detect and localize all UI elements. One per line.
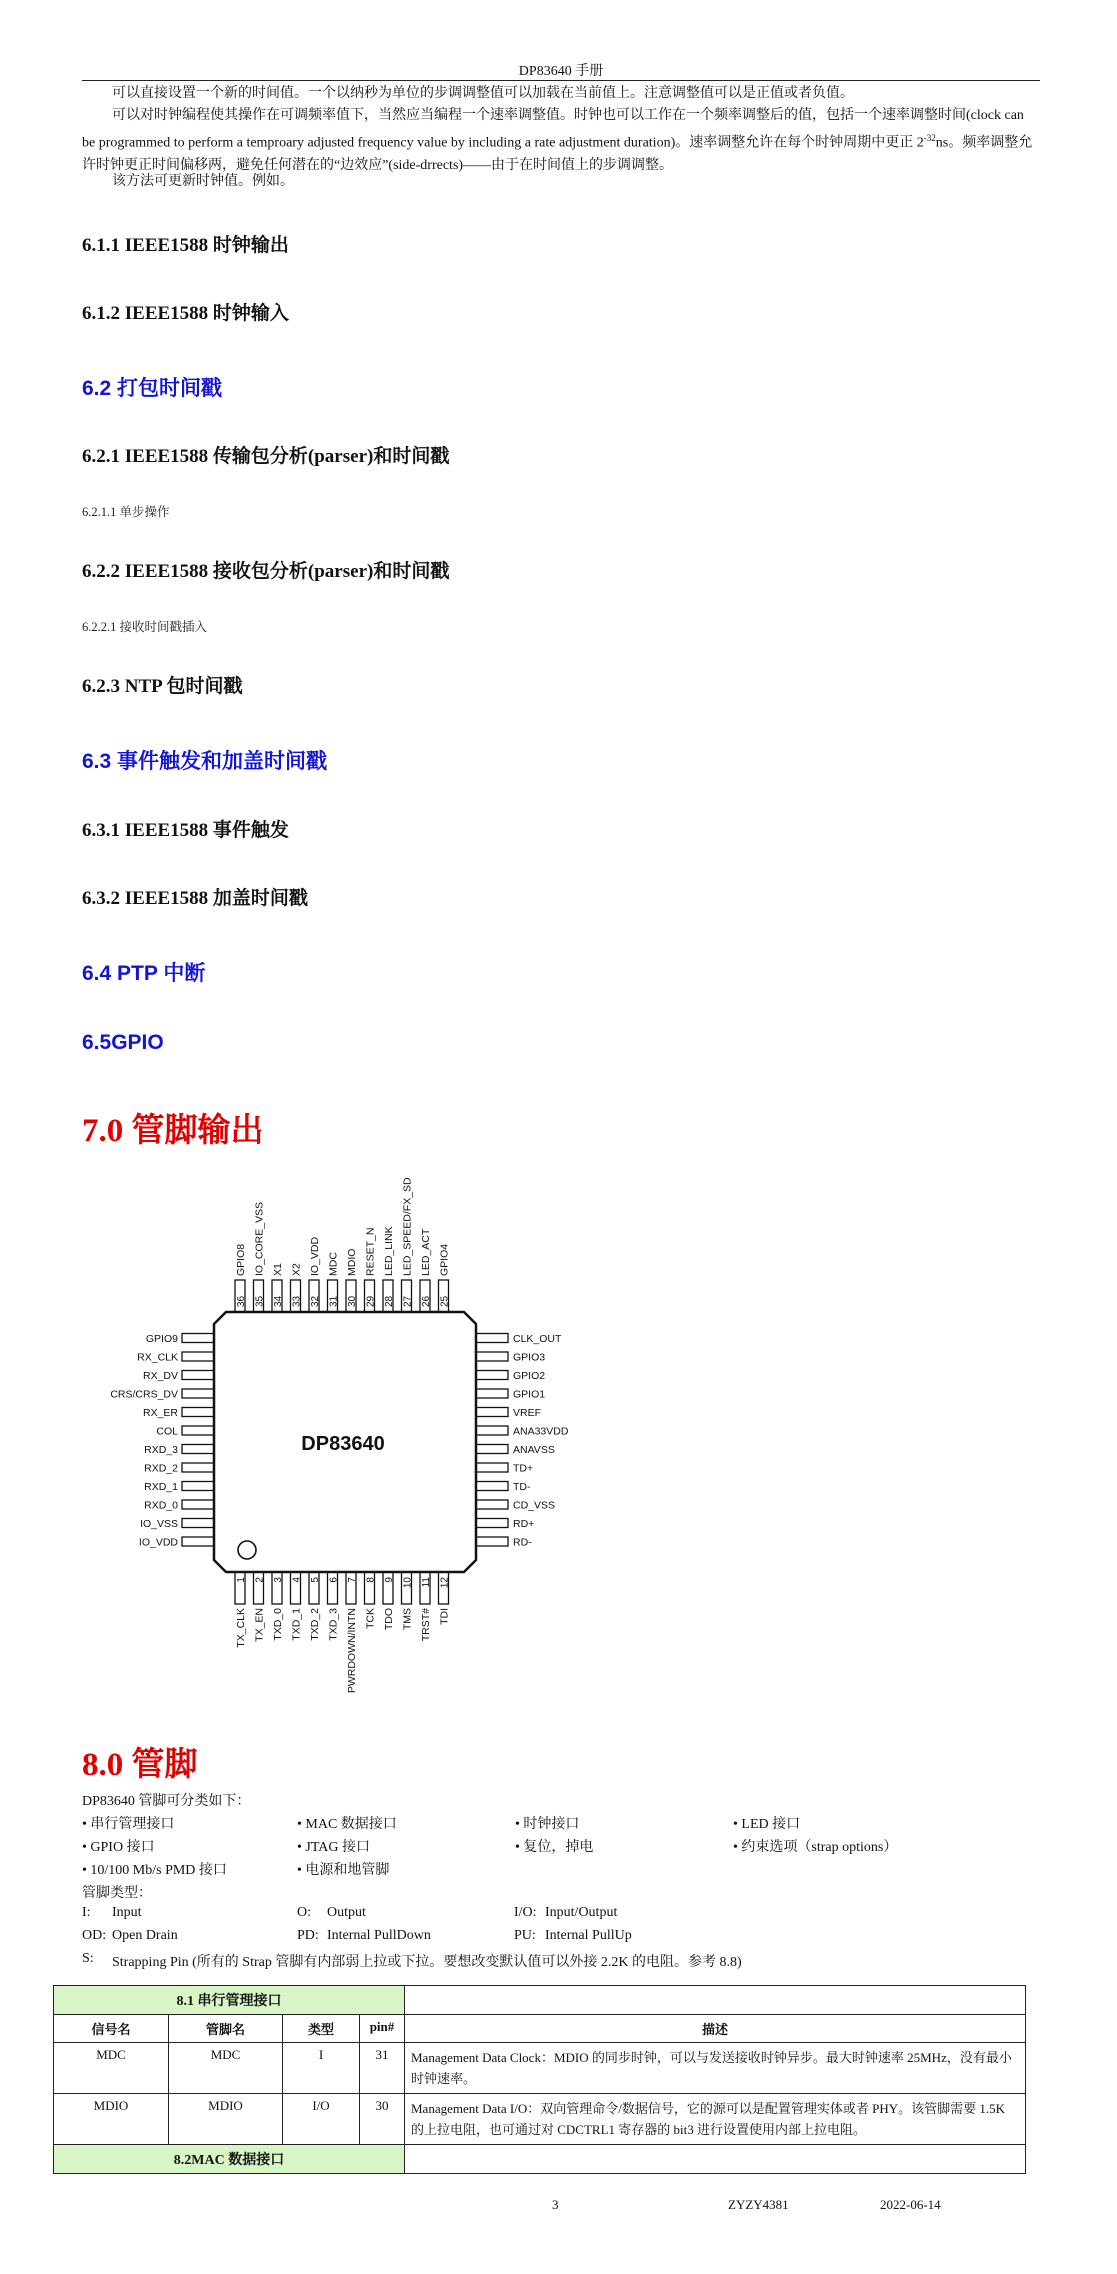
pin-23 bbox=[476, 1352, 508, 1361]
category-jtag: • JTAG 接口 bbox=[297, 1840, 371, 1855]
heading-6-4: 6.4 PTP 中断 bbox=[82, 962, 206, 985]
pin-number-9: 9 bbox=[384, 1577, 395, 1583]
pin-label-33: X2 bbox=[290, 1263, 303, 1276]
footer-date: 2022-06-14 bbox=[880, 2197, 941, 2212]
category-clock: • 时钟接口 bbox=[515, 1817, 580, 1832]
pin-42 bbox=[182, 1426, 214, 1435]
type-name-io: Input/Output bbox=[545, 1905, 618, 1920]
pin-41 bbox=[182, 1408, 214, 1417]
pinout-svg bbox=[90, 1160, 630, 1720]
pin-20 bbox=[476, 1408, 508, 1417]
type-code-od: OD: bbox=[82, 1928, 107, 1943]
pin-label-44: RXD_2 bbox=[144, 1462, 178, 1475]
pin-number-32: 32 bbox=[310, 1295, 321, 1307]
pin-label-39: RX_DV bbox=[142, 1370, 178, 1382]
pin-label-31: MDC bbox=[327, 1252, 340, 1276]
pin-48 bbox=[182, 1537, 214, 1546]
pin-label-40: CRS/CRS_DV bbox=[110, 1388, 178, 1401]
type-text-strap: Strapping Pin (所有的 Strap 管脚有内部弱上拉或下拉。要想改变默认值可以外接 2.2K 的电阻。参考 8.8) bbox=[112, 1955, 742, 1970]
pin-label-35: IO_CORE_VSS bbox=[253, 1201, 266, 1276]
pin-9 bbox=[383, 1572, 393, 1604]
pin-number-31: 31 bbox=[328, 1295, 340, 1307]
pin-label-6: TXD_3 bbox=[327, 1608, 340, 1641]
pin-38 bbox=[182, 1352, 214, 1361]
pin-8 bbox=[365, 1572, 375, 1604]
pin-label-28: LED_LINK bbox=[383, 1226, 395, 1276]
col-header-pin-number: pin# bbox=[360, 2015, 405, 2043]
type-code-output: O: bbox=[297, 1905, 311, 1920]
pin-label-42: COL bbox=[156, 1425, 178, 1438]
col-header-signal: 信号名 bbox=[54, 2015, 169, 2043]
pin-19 bbox=[476, 1426, 508, 1435]
pin-number-28: 28 bbox=[384, 1295, 395, 1307]
pin-label-5: TXD_2 bbox=[309, 1608, 321, 1641]
type-name-pu: Internal PullUp bbox=[545, 1928, 632, 1943]
type-name-input: Input bbox=[112, 1905, 142, 1920]
table-section-row bbox=[54, 2145, 1026, 2174]
pin-label-14: RD+ bbox=[513, 1518, 535, 1530]
pin-label-10: TMS bbox=[401, 1608, 414, 1631]
pin-39 bbox=[182, 1371, 214, 1380]
pin-label-1: TX_CLK bbox=[235, 1608, 247, 1648]
pin-label-17: TD+ bbox=[513, 1462, 534, 1475]
heading-6-3-1: 6.3.1 IEEE1588 事件触发 bbox=[82, 820, 289, 841]
chip-name: DP83640 bbox=[301, 1433, 385, 1455]
pin-label-11: TRST# bbox=[420, 1608, 432, 1642]
col-header-pin-name: 管脚名 bbox=[169, 2015, 283, 2043]
pin-label-23: GPIO3 bbox=[513, 1351, 546, 1364]
pin-label-20: VREF bbox=[513, 1407, 542, 1419]
cell-signal: MDC bbox=[54, 2043, 169, 2094]
category-serial-mgmt: • 串行管理接口 bbox=[82, 1817, 175, 1832]
pin-number-35: 35 bbox=[254, 1295, 266, 1307]
pin-5 bbox=[309, 1572, 319, 1604]
pin-number-2: 2 bbox=[254, 1577, 266, 1583]
pin-label-22: GPIO2 bbox=[513, 1370, 546, 1382]
type-code-io: I/O: bbox=[514, 1905, 537, 1920]
cell-pin-name: MDC bbox=[169, 2043, 283, 2094]
pin-label-7: PWRDOWN/INTN bbox=[346, 1608, 358, 1694]
pin-classify-intro: DP83640 管脚可分类如下： bbox=[82, 1794, 251, 1809]
pin-label-32: IO_VDD bbox=[309, 1236, 321, 1276]
pin-16 bbox=[476, 1482, 508, 1491]
pin-15 bbox=[476, 1500, 508, 1509]
table-section-8-2: 8.2MAC 数据接口 bbox=[54, 2145, 405, 2174]
pin-7 bbox=[346, 1572, 356, 1604]
type-code-pd: PD: bbox=[297, 1928, 319, 1943]
cell-signal: MDIO bbox=[54, 2094, 169, 2145]
intro-exponent: -32 bbox=[923, 133, 936, 143]
pin-label-8: TCK bbox=[364, 1608, 377, 1629]
category-strap-options: • 约束选项（strap options） bbox=[733, 1840, 898, 1855]
pin-label-25: GPIO4 bbox=[438, 1243, 451, 1276]
heading-6-2-3: 6.2.3 NTP 包时间戳 bbox=[82, 676, 243, 697]
cell-pin-name: MDIO bbox=[169, 2094, 283, 2145]
pin-45 bbox=[182, 1482, 214, 1491]
pin-label-36: GPIO8 bbox=[235, 1243, 247, 1276]
intro-paragraph-2-a: 可以对时钟编程使其操作在可调频率值下，当然应当编程一个速率调整值。时钟也可以工作在一个频率调整后的值，包括一个速率调整时间(clock can be programmed to perform a temproary adjusted frequency value by including a rate adjustment duration)。速率调整允许在每个时钟周期中更正 2 bbox=[82, 108, 1024, 151]
table-section-8-1: 8.1 串行管理接口 bbox=[54, 1986, 405, 2015]
col-header-type: 类型 bbox=[283, 2015, 360, 2043]
pin-22 bbox=[476, 1371, 508, 1380]
pin-label-48: IO_VDD bbox=[138, 1536, 178, 1549]
pin-number-34: 34 bbox=[273, 1295, 284, 1307]
pin-label-18: ANAVSS bbox=[513, 1444, 555, 1456]
pin-label-27: LED_SPEED/FX_SD bbox=[401, 1177, 414, 1276]
heading-6-2-2: 6.2.2 IEEE1588 接收包分析(parser)和时间戳 bbox=[82, 561, 450, 582]
pin-label-4: TXD_1 bbox=[290, 1608, 303, 1641]
pin-label-38: RX_CLK bbox=[137, 1351, 178, 1364]
category-led: • LED 接口 bbox=[733, 1817, 801, 1832]
pin-number-3: 3 bbox=[273, 1577, 284, 1583]
pin-label-3: TXD_0 bbox=[272, 1608, 284, 1641]
pin-number-36: 36 bbox=[236, 1295, 247, 1307]
heading-6-1-1: 6.1.1 IEEE1588 时钟输出 bbox=[82, 235, 289, 256]
pin-label-29: RESET_N bbox=[364, 1227, 377, 1276]
pin-number-6: 6 bbox=[328, 1577, 340, 1583]
type-code-pu: PU: bbox=[514, 1928, 536, 1943]
pin-4 bbox=[291, 1572, 301, 1604]
pin-label-46: RXD_0 bbox=[144, 1499, 178, 1512]
pin-types-title: 管脚类型： bbox=[82, 1886, 152, 1901]
pin-18 bbox=[476, 1445, 508, 1454]
pin-6 bbox=[328, 1572, 338, 1604]
pin-label-21: GPIO1 bbox=[513, 1388, 546, 1401]
pin-number-1: 1 bbox=[236, 1577, 247, 1583]
heading-8-0: 8.0 管脚 bbox=[82, 1747, 198, 1783]
pin-number-11: 11 bbox=[421, 1577, 432, 1588]
type-code-strap: S: bbox=[82, 1951, 94, 1966]
category-pmd: • 10/100 Mb/s PMD 接口 bbox=[82, 1863, 227, 1878]
cell-type: I/O bbox=[283, 2094, 360, 2145]
pin-2 bbox=[254, 1572, 264, 1604]
pin-label-37: GPIO9 bbox=[145, 1333, 178, 1345]
pin-label-41: RX_ER bbox=[142, 1407, 178, 1419]
pin-number-5: 5 bbox=[310, 1577, 321, 1583]
pin-number-7: 7 bbox=[347, 1577, 358, 1583]
pin-label-13: RD- bbox=[513, 1536, 532, 1549]
pin-40 bbox=[182, 1389, 214, 1398]
heading-6-2: 6.2 打包时间戳 bbox=[82, 377, 223, 400]
pin-number-10: 10 bbox=[402, 1577, 414, 1589]
pin-label-30: MDIO bbox=[346, 1248, 358, 1276]
heading-7-0: 7.0 管脚输出 bbox=[82, 1113, 264, 1149]
pin-number-26: 26 bbox=[421, 1295, 432, 1307]
pin-label-19: ANA33VDD bbox=[513, 1425, 569, 1438]
pin-number-33: 33 bbox=[291, 1295, 303, 1307]
category-power-ground: • 电源和地管脚 bbox=[297, 1863, 390, 1878]
heading-6-2-1: 6.2.1 IEEE1588 传输包分析(parser)和时间戳 bbox=[82, 446, 450, 467]
pin-47 bbox=[182, 1519, 214, 1528]
pin-17 bbox=[476, 1463, 508, 1472]
type-code-input: I: bbox=[82, 1905, 91, 1920]
type-name-od: Open Drain bbox=[112, 1928, 178, 1943]
pin-label-26: LED_ACT bbox=[420, 1228, 432, 1276]
intro-paragraph-2-b: ns。频率调整允许时钟更正时间偏移两，避免任何潜在的“边效应”(side-drrects)——由于在时间值上的步调调整。 bbox=[82, 135, 1033, 173]
heading-6-3-2: 6.3.2 IEEE1588 加盖时间戳 bbox=[82, 888, 308, 909]
pin-label-47: IO_VSS bbox=[140, 1518, 178, 1530]
pin-13 bbox=[476, 1537, 508, 1546]
pin-37 bbox=[182, 1334, 214, 1343]
pin-number-25: 25 bbox=[439, 1295, 451, 1307]
cell-description: Management Data Clock：MDIO 的同步时钟，可以与发送接收时钟异步。最大时钟速率 25MHz，没有最小时钟速率。 bbox=[405, 2043, 1026, 2094]
serial-mgmt-pin-table bbox=[53, 1985, 1026, 2174]
heading-6-3: 6.3 事件触发和加盖时间戳 bbox=[82, 750, 328, 773]
intro-paragraph-3: 该方法可更新时钟值。例如。 bbox=[112, 174, 294, 189]
pin-21 bbox=[476, 1389, 508, 1398]
col-header-description: 描述 bbox=[405, 2015, 1026, 2043]
pin-43 bbox=[182, 1445, 214, 1454]
pin-number-29: 29 bbox=[365, 1295, 377, 1307]
table-section-row bbox=[54, 1986, 1026, 2015]
heading-6-2-1-1: 6.2.1.1 单步操作 bbox=[82, 505, 170, 519]
table-row bbox=[54, 2043, 1026, 2094]
pin-label-12: TDI bbox=[438, 1608, 451, 1625]
table-header-row bbox=[54, 2015, 1026, 2043]
pin-1 bbox=[235, 1572, 245, 1604]
pin-number-4: 4 bbox=[291, 1577, 303, 1583]
pin-label-34: X1 bbox=[272, 1263, 284, 1276]
pin-number-12: 12 bbox=[439, 1577, 451, 1589]
pin-label-43: RXD_3 bbox=[144, 1444, 178, 1456]
header-rule bbox=[82, 80, 1040, 81]
footer-doc-code: ZYZY4381 bbox=[728, 2197, 789, 2212]
category-gpio: • GPIO 接口 bbox=[82, 1840, 155, 1855]
pin-number-8: 8 bbox=[365, 1577, 377, 1583]
pin-44 bbox=[182, 1463, 214, 1472]
table-row bbox=[54, 2094, 1026, 2145]
intro-paragraph-1: 可以直接设置一个新的时间值。一个以纳秒为单位的步调调整值可以加载在当前值上。注意调整值可以是正值或者负值。 bbox=[112, 86, 854, 101]
pin-label-2: TX_EN bbox=[253, 1608, 266, 1642]
page-header: DP83640 手册 bbox=[518, 64, 604, 79]
pin-46 bbox=[182, 1500, 214, 1509]
pinout-diagram bbox=[90, 1160, 630, 1725]
pin-label-9: TDO bbox=[383, 1608, 395, 1631]
pin-label-16: TD- bbox=[513, 1481, 531, 1493]
pin-label-45: RXD_1 bbox=[144, 1481, 178, 1493]
heading-6-2-2-1: 6.2.2.1 接收时间戳插入 bbox=[82, 620, 208, 634]
type-name-output: Output bbox=[327, 1905, 366, 1920]
footer-page-number: 3 bbox=[552, 2197, 559, 2212]
pin-14 bbox=[476, 1519, 508, 1528]
type-name-pd: Internal PullDown bbox=[327, 1928, 431, 1943]
pin-number-30: 30 bbox=[347, 1295, 358, 1307]
cell-type: I bbox=[283, 2043, 360, 2094]
pin-3 bbox=[272, 1572, 282, 1604]
cell-description: Management Data I/O：双向管理命令/数据信号，它的源可以是配置管理实体或者 PHY。该管脚需要 1.5K 的上拉电阻，也可通过对 CDCTRL1 寄存器的 bit3 进行设置使用内部上拉电阻。 bbox=[405, 2094, 1026, 2145]
table-section-blank bbox=[405, 1986, 1026, 2015]
pin-number-27: 27 bbox=[402, 1295, 414, 1307]
pin-label-24: CLK_OUT bbox=[513, 1333, 562, 1345]
pin-label-15: CD_VSS bbox=[513, 1499, 556, 1512]
table-section-blank bbox=[405, 2145, 1026, 2174]
pin-24 bbox=[476, 1334, 508, 1343]
intro-paragraph-2 bbox=[82, 105, 1040, 177]
cell-pin-number: 31 bbox=[360, 2043, 405, 2094]
cell-pin-number: 30 bbox=[360, 2094, 405, 2145]
heading-6-1-2: 6.1.2 IEEE1588 时钟输入 bbox=[82, 303, 289, 324]
category-reset-powerdown: • 复位，掉电 bbox=[515, 1840, 594, 1855]
category-mac-data: • MAC 数据接口 bbox=[297, 1817, 397, 1832]
heading-6-5: 6.5GPIO bbox=[82, 1031, 164, 1054]
